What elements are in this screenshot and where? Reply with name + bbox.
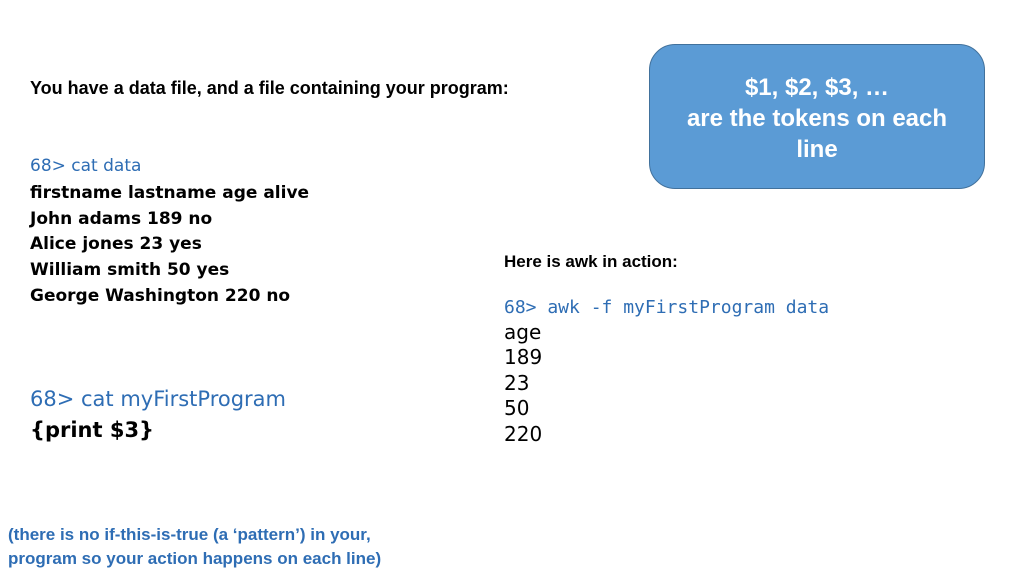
cat-program-command: 68> cat myFirstProgram (30, 387, 286, 411)
callout-line-1: $1, $2, $3, … (744, 74, 890, 101)
callout-line-2: are the tokens on each (686, 105, 948, 132)
awk-heading: Here is awk in action: (504, 252, 678, 271)
tokens-callout (649, 44, 985, 189)
cat-data-command: 68> cat data (30, 156, 142, 176)
data-line: firstname lastname age alive (30, 183, 310, 203)
output-line: 23 (504, 370, 530, 395)
awk-output (504, 320, 542, 447)
footnote (8, 523, 381, 570)
intro-heading: You have a data file, and a file containing your program: (30, 78, 509, 98)
data-line: John adams 189 no (30, 208, 213, 229)
callout-line-3: line (796, 136, 838, 163)
program-contents: {print $3} (30, 418, 155, 442)
awk-command: 68> awk -f myFirstProgram data (504, 297, 830, 318)
footnote-line-1: (there is no if-this-is-true (a ‘pattern’) in your, (8, 525, 371, 544)
data-line: Alice jones 23 yes (30, 234, 202, 255)
output-line: age (504, 320, 542, 344)
data-file-contents (30, 181, 309, 310)
output-line: 220 (504, 421, 543, 446)
output-line: 50 (504, 396, 530, 421)
data-line: William smith 50 yes (30, 260, 230, 281)
data-line: George Washington 220 no (30, 285, 291, 306)
footnote-line-2: program so your action happens on each line) (8, 548, 382, 568)
output-line: 189 (504, 345, 543, 370)
